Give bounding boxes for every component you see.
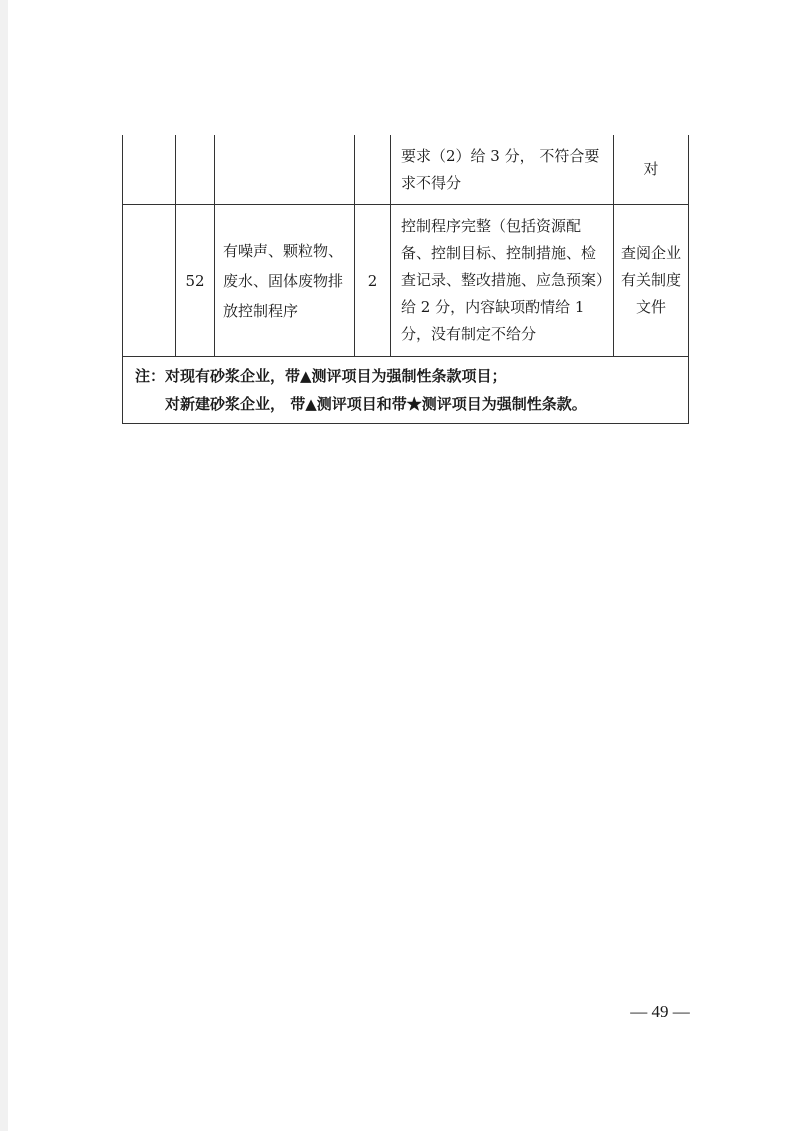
method-cell: 查阅企业有关制度文件 bbox=[614, 205, 689, 357]
row-number: 52 bbox=[176, 205, 215, 357]
category-cell bbox=[123, 135, 176, 205]
category-cell bbox=[123, 205, 176, 357]
page-number: — 49 — bbox=[630, 1002, 690, 1021]
note-line-1: 注：对现有砂浆企业，带▲测评项目为强制性条款项目； bbox=[135, 367, 507, 385]
score-cell: 2 bbox=[355, 205, 391, 357]
criteria-cell: 控制程序完整（包括资源配备、控制目标、控制措施、检查记录、整改措施、应急预案）给 2 分，内容缺项酌情给 1 分，没有制定不给分 bbox=[391, 205, 614, 357]
page-edge bbox=[0, 0, 8, 1131]
criteria-cell: 要求（2）给 3 分， 不符合要求不得分 bbox=[391, 135, 614, 205]
note-line-2: 对新建砂浆企业， 带▲测评项目和带★测评项目为强制性条款。 bbox=[165, 395, 587, 413]
table-row bbox=[123, 205, 689, 357]
item-cell: 有噪声、颗粒物、废水、固体废物排放控制程序 bbox=[215, 205, 355, 357]
score-cell bbox=[355, 135, 391, 205]
item-cell bbox=[215, 135, 355, 205]
method-cell: 对 bbox=[614, 135, 689, 205]
criteria-table bbox=[122, 135, 689, 424]
table-row bbox=[123, 135, 689, 205]
note-row bbox=[123, 357, 689, 424]
row-number bbox=[176, 135, 215, 205]
note-cell bbox=[123, 357, 689, 424]
